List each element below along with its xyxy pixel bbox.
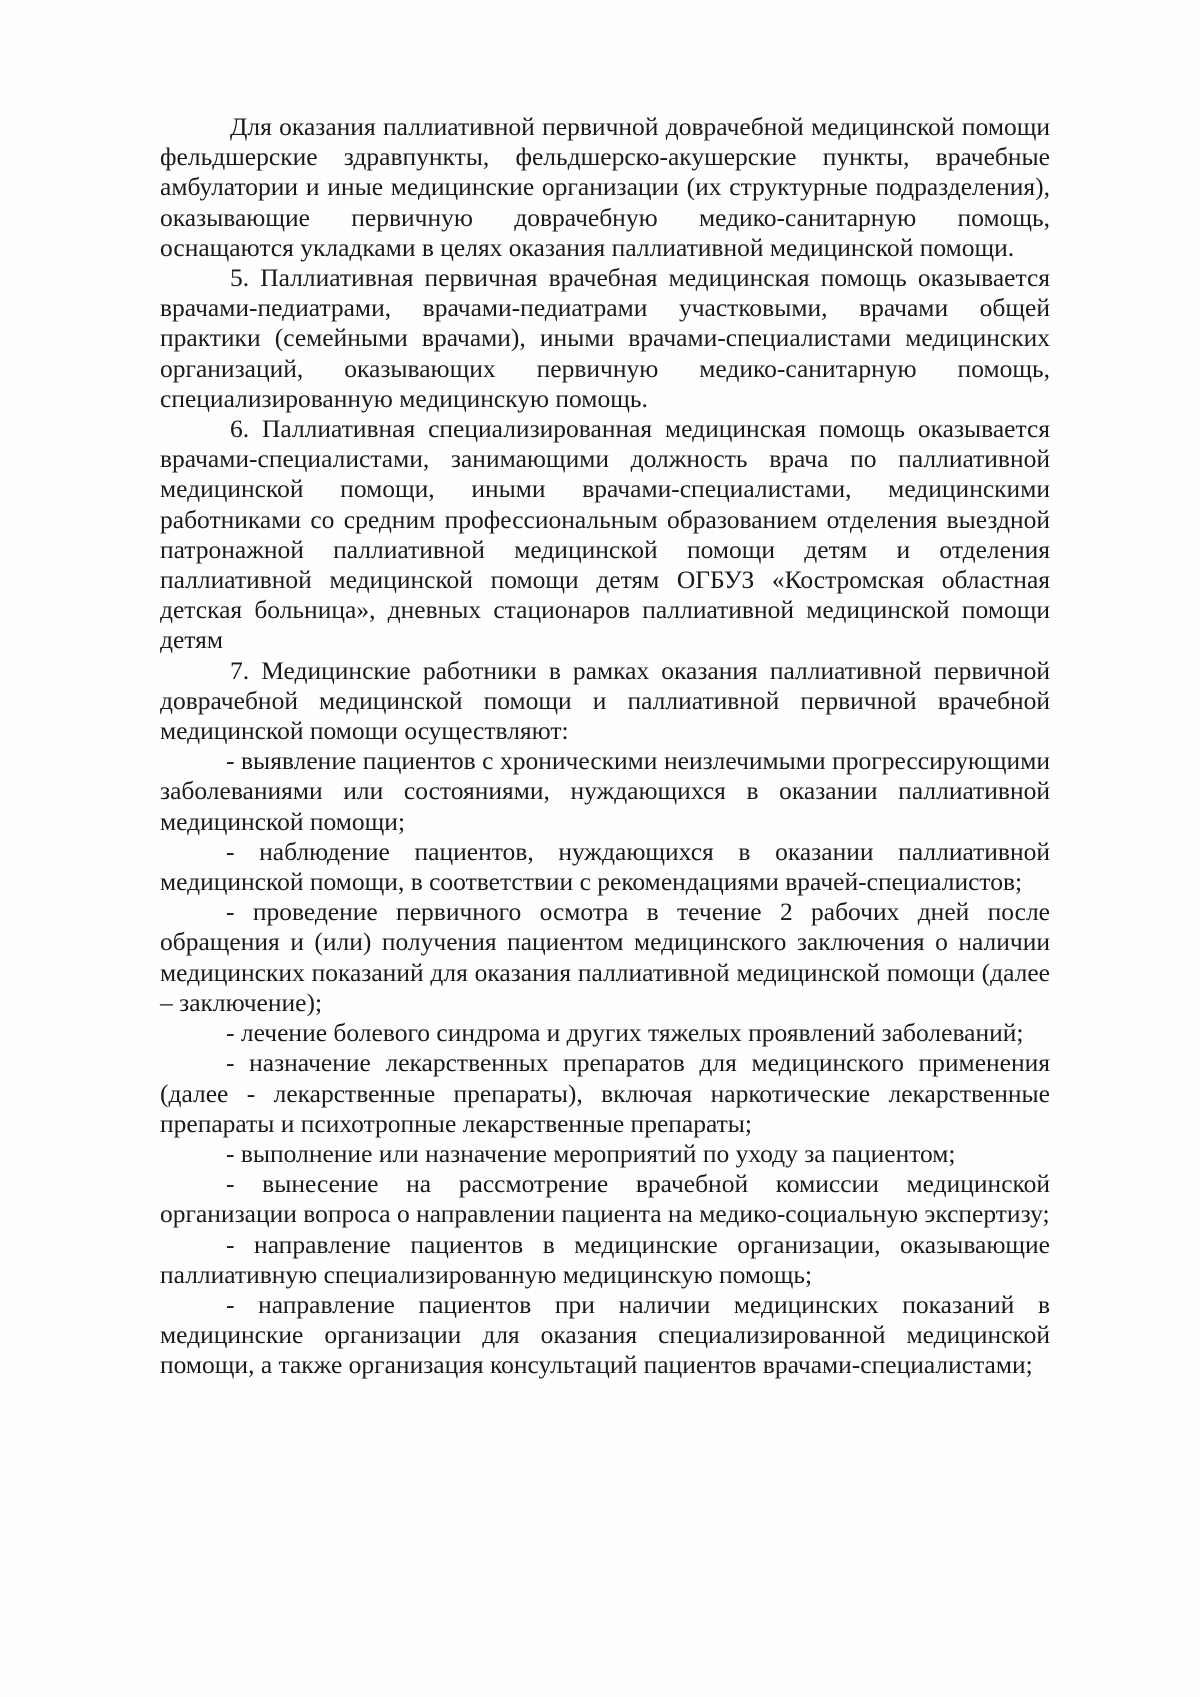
list-item: - вынесение на рассмотрение врачебной комиссии медицинской организации вопроса о направлении пациента на медико-социальную экспертизу; <box>160 1169 1050 1229</box>
paragraph-item-6: 6. Паллиативная специализированная медицинская помощь оказывается врачами-специалистами, занимающими должность врача по паллиативной медицинской помощи, иными врачами-специалистами, медицинскими работниками со средним профессиональным образованием отделения выездной патронажной паллиативной медицинской помощи детям и отделения паллиативной медицинской помощи детям ОГБУЗ «Костромская областная детская больница», дневных стационаров паллиативной медицинской помощи детям <box>160 414 1050 655</box>
paragraph-item-7: 7. Медицинские работники в рамках оказания паллиативной первичной доврачебной медицинской помощи и паллиативной первичной врачебной медицинской помощи осуществляют: <box>160 655 1050 746</box>
list-item: - назначение лекарственных препаратов для медицинского применения (далее - лекарственные препараты), включая наркотические лекарственные препараты и психотропные лекарственные препараты; <box>160 1048 1050 1138</box>
paragraph-equipment: Для оказания паллиативной первичной доврачебной медицинской помощи фельдшерские здравпункты, фельдшерско-акушерские пункты, врачебные амбулатории и иные медицинские организации (их структурные подразделения), оказывающие первичную доврачебную медико-санитарную помощь, оснащаются укладками в целях оказания паллиативной медицинской помощи. <box>160 112 1050 262</box>
list-item: - лечение болевого синдрома и других тяжелых проявлений заболеваний; <box>226 1018 1024 1048</box>
document-body <box>160 112 1050 1381</box>
list-item: - наблюдение пациентов, нуждающихся в оказании паллиативной медицинской помощи, в соответствии с рекомендациями врачей-специалистов; <box>160 836 1050 897</box>
list-item: - выполнение или назначение мероприятий по уходу за пациентом; <box>226 1138 956 1168</box>
list-item: - направление пациентов при наличии медицинских показаний в медицинские организации для оказания специализированной медицинской помощи, а также организация консультаций пациентов врачами-специалистами; <box>160 1289 1050 1380</box>
list-item: - проведение первичного осмотра в течение 2 рабочих дней после обращения и (или) получения пациентом медицинского заключения о наличии медицинских показаний для оказания паллиативной медицинской помощи (далее – заключение); <box>160 897 1050 1017</box>
list-item: - направление пациентов в медицинские организации, оказывающие паллиативную специализированную медицинскую помощь; <box>160 1229 1050 1289</box>
paragraph-item-5: 5. Паллиативная первичная врачебная медицинская помощь оказывается врачами-педиатрами, врачами-педиатрами участковыми, врачами общей практики (семейными врачами), иными врачами-специалистами медицинских организаций, оказывающих первичную медико-санитарную помощь, специализированную медицинскую помощь. <box>160 263 1050 413</box>
list-item: - выявление пациентов с хроническими неизлечимыми прогрессирующими заболеваниями или состояниями, нуждающихся в оказании паллиативной медицинской помощи; <box>160 746 1050 836</box>
